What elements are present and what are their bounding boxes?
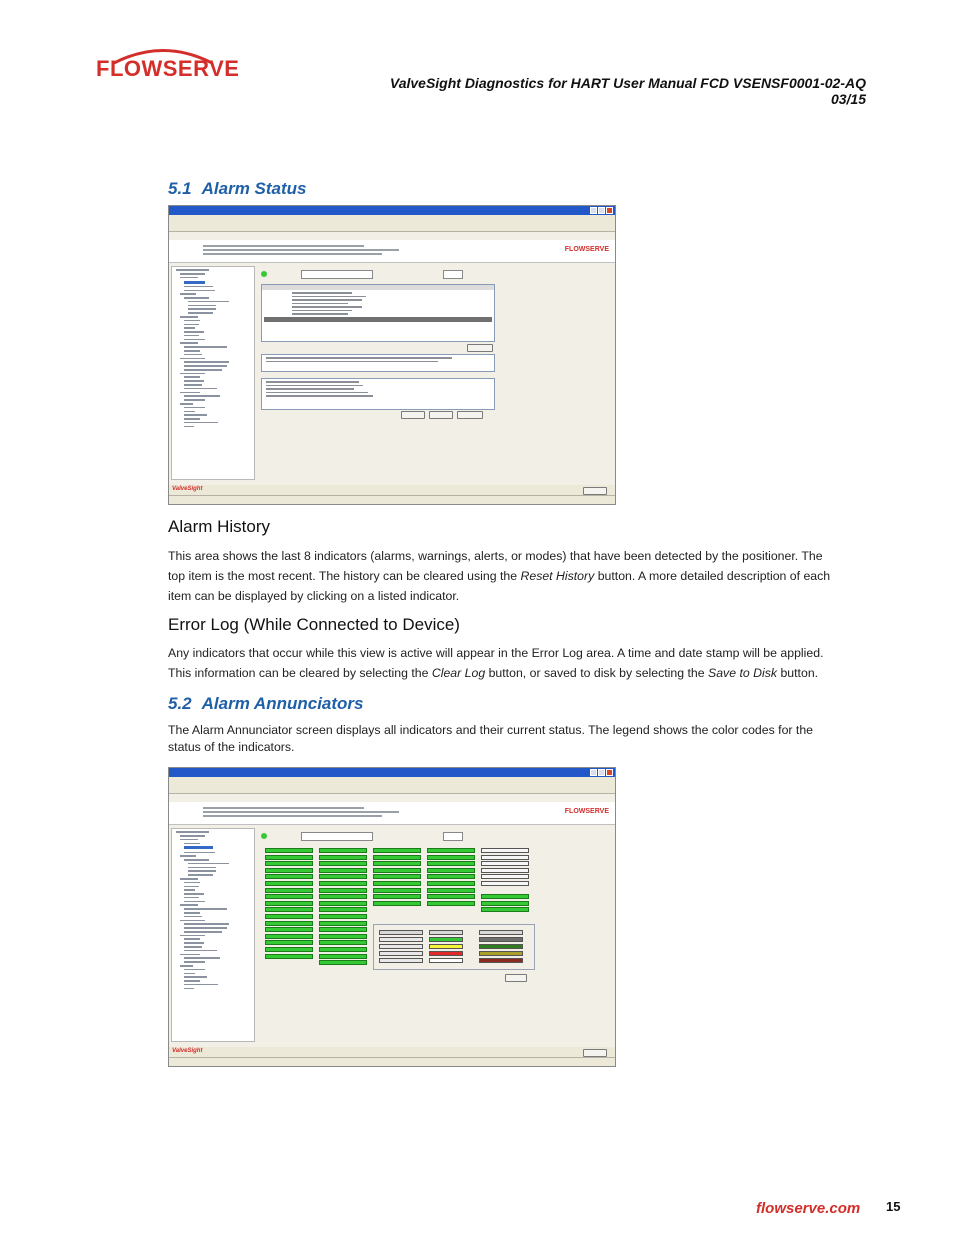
- legend-dark-green: [479, 944, 523, 949]
- legend-warning: [379, 951, 423, 956]
- legend-disabled: [479, 930, 523, 935]
- save-to-disk-ref: Save to Disk: [708, 666, 778, 680]
- footer-website-link[interactable]: flowserve.com: [756, 1200, 861, 1217]
- description-panel: [261, 354, 495, 372]
- valvesight-brand: ValveSight: [172, 1048, 203, 1054]
- legend-dark-gray: [479, 937, 523, 942]
- indicator-column: [319, 848, 367, 967]
- legend-yellow: [429, 944, 463, 949]
- alarm-history-text-part: This area shows the last 8 indicators (alarms, warnings, alerts, or modes) that have been detected by the positioner. The top item is the most recent. The history can be cleared using the: [168, 549, 823, 583]
- flowserve-logo: [96, 44, 240, 90]
- alarm-history-text: [168, 546, 840, 606]
- window-titlebar: [169, 768, 615, 777]
- alarm-annunciators-text: The Alarm Annunciator screen displays all indicators and their current status. The legend shows the color codes for the status of the indicators.: [168, 723, 814, 754]
- error-log-panel: [261, 378, 495, 410]
- document-title: ValveSight Diagnostics for HART User Manual FCD VSENSF0001-02-AQ 03/15: [389, 75, 866, 107]
- error-log-text-part: button, or saved to disk by selecting the: [485, 666, 709, 680]
- legend-white: [429, 958, 463, 963]
- clear-log-ref: Clear Log: [431, 666, 486, 680]
- section-5-1-heading: [168, 179, 307, 199]
- error-log-text-part: button.: [777, 666, 819, 680]
- menu-bar: [169, 215, 615, 222]
- section-5-2-heading: [168, 694, 363, 714]
- configuration-field[interactable]: [443, 270, 463, 279]
- device-info-text: [203, 243, 433, 257]
- device-info-text: [203, 805, 433, 819]
- screenshot-logo: FLOWSERVE: [564, 246, 609, 253]
- error-log-text: [168, 643, 840, 683]
- status-led-icon: [261, 271, 267, 277]
- close-button[interactable]: [583, 487, 607, 495]
- alarm-history-text-part: button. A more detailed description of each item can be displayed by clicking on a listed indicator.: [168, 569, 831, 603]
- window-buttons: [590, 207, 613, 214]
- legend-sensor: [379, 958, 423, 963]
- legend-dark-red: [479, 958, 523, 963]
- indicator-column: [427, 848, 475, 907]
- legend-red: [429, 951, 463, 956]
- window-titlebar: [169, 206, 615, 215]
- toolbar: [169, 784, 615, 794]
- navigation-tree: [171, 266, 255, 480]
- save-to-disk-button[interactable]: [457, 411, 483, 419]
- alarm-history-heading: Alarm History: [168, 517, 271, 536]
- navigation-tree: [171, 828, 255, 1042]
- legend-olive: [479, 951, 523, 956]
- bottom-button-row: [169, 485, 615, 495]
- reset-history-ref: Reset History: [520, 569, 595, 583]
- legend-enabled: [429, 930, 463, 935]
- error-log-text-part: Any indicators that occur while this view is active will appear in the Error Log area. A time and date stamp will be applied. This information can be cleared by selecting the: [168, 646, 824, 680]
- clear-log-button[interactable]: [429, 411, 453, 419]
- back-button[interactable]: [401, 411, 425, 419]
- menu-bar: [169, 777, 615, 784]
- legend-green: [429, 937, 463, 942]
- configuration-field[interactable]: [443, 832, 463, 841]
- section-number: 5.2: [168, 694, 192, 713]
- section-number: 5.1: [168, 179, 192, 198]
- legend-available: [379, 944, 423, 949]
- indicator-column: [373, 848, 421, 907]
- section-title: Alarm Annunciators: [201, 694, 364, 713]
- close-button[interactable]: [583, 1049, 607, 1057]
- status-led-icon: [261, 833, 267, 839]
- screenshot-logo: FLOWSERVE: [564, 808, 609, 815]
- alarm-filter-field[interactable]: [301, 832, 373, 841]
- toolbar: [169, 222, 615, 232]
- status-bar: [169, 1057, 615, 1066]
- indicator-column: [265, 848, 313, 960]
- alarm-history-panel: [261, 284, 495, 342]
- reset-history-button[interactable]: [467, 344, 493, 352]
- valvesight-brand: ValveSight: [172, 486, 203, 492]
- bottom-button-row: [169, 1047, 615, 1057]
- error-log-heading: Error Log (While Connected to Device): [168, 615, 460, 634]
- alarm-annunciators-main: [257, 828, 611, 1042]
- window-buttons: [590, 769, 613, 776]
- legend-indicators: [379, 930, 423, 935]
- alarm-filter-field[interactable]: [301, 270, 373, 279]
- section-title: Alarm Status: [201, 179, 307, 198]
- indicator-column: [481, 848, 529, 914]
- alarm-annunciators-screenshot: [168, 767, 616, 1067]
- legend-no-active: [379, 937, 423, 942]
- status-bar: [169, 495, 615, 504]
- back-button[interactable]: [505, 974, 527, 982]
- page-number: 15: [886, 1199, 901, 1214]
- alarm-status-screenshot: [168, 205, 616, 505]
- alarm-status-main: [257, 266, 611, 480]
- logo-text: FLOWSERVE: [96, 56, 240, 81]
